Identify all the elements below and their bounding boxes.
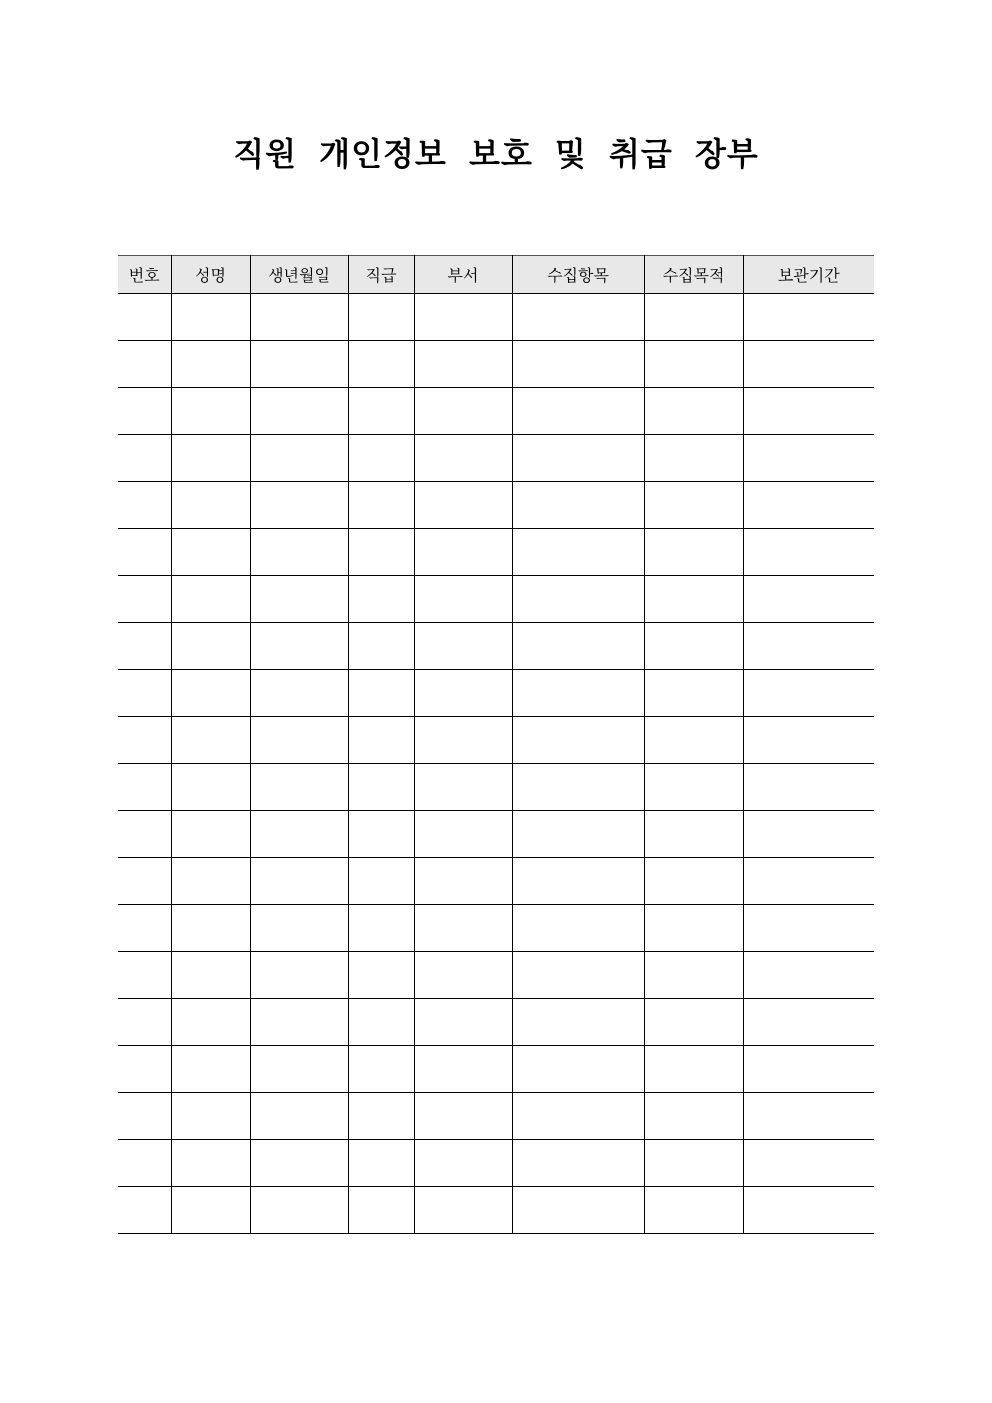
table-row (118, 435, 874, 482)
table-cell-position[interactable] (348, 576, 414, 623)
table-cell-collected-items[interactable] (512, 294, 644, 341)
table-cell-number[interactable] (118, 576, 171, 623)
table-cell-name[interactable] (171, 529, 250, 576)
column-header-name: 성명 (171, 256, 250, 294)
column-header-collected-items: 수집항목 (512, 256, 644, 294)
table-cell-collection-purpose[interactable] (644, 670, 743, 717)
table-cell-birthdate[interactable] (250, 388, 348, 435)
table-cell-collected-items[interactable] (512, 482, 644, 529)
table-cell-collected-items[interactable] (512, 905, 644, 952)
table-cell-collected-items[interactable] (512, 670, 644, 717)
table-cell-collected-items[interactable] (512, 388, 644, 435)
table-cell-name[interactable] (171, 952, 250, 999)
table-cell-number[interactable] (118, 482, 171, 529)
column-header-number: 번호 (118, 256, 171, 294)
table-cell-department[interactable] (414, 858, 512, 905)
table-cell-position[interactable] (348, 1187, 414, 1234)
personal-info-ledger-table (118, 255, 874, 1234)
table-header-row (118, 256, 874, 294)
table-cell-position[interactable] (348, 764, 414, 811)
table-cell-number[interactable] (118, 811, 171, 858)
table-row (118, 717, 874, 764)
table-cell-number[interactable] (118, 623, 171, 670)
table-cell-position[interactable] (348, 529, 414, 576)
table-cell-position[interactable] (348, 435, 414, 482)
table-cell-position[interactable] (348, 952, 414, 999)
table-cell-department[interactable] (414, 670, 512, 717)
table-cell-position[interactable] (348, 1046, 414, 1093)
table-cell-retention-period[interactable] (743, 294, 874, 341)
table-cell-collection-purpose[interactable] (644, 905, 743, 952)
table-cell-department[interactable] (414, 999, 512, 1046)
table-cell-department[interactable] (414, 1140, 512, 1187)
table-cell-collected-items[interactable] (512, 1187, 644, 1234)
table-cell-number[interactable] (118, 717, 171, 764)
column-header-department: 부서 (414, 256, 512, 294)
page-title: 직원 개인정보 보호 및 취급 장부 (233, 135, 759, 173)
table-cell-number[interactable] (118, 858, 171, 905)
table-cell-name[interactable] (171, 717, 250, 764)
table-cell-name[interactable] (171, 1046, 250, 1093)
table-row (118, 576, 874, 623)
column-header-retention-period: 보관기간 (743, 256, 874, 294)
table-cell-retention-period[interactable] (743, 482, 874, 529)
table-cell-position[interactable] (348, 482, 414, 529)
table-cell-birthdate[interactable] (250, 811, 348, 858)
table-cell-birthdate[interactable] (250, 952, 348, 999)
table-cell-collected-items[interactable] (512, 858, 644, 905)
column-header-position: 직급 (348, 256, 414, 294)
table-cell-department[interactable] (414, 294, 512, 341)
table-cell-retention-period[interactable] (743, 623, 874, 670)
table-cell-birthdate[interactable] (250, 1093, 348, 1140)
table-cell-collected-items[interactable] (512, 623, 644, 670)
table-cell-department[interactable] (414, 1093, 512, 1140)
table-row (118, 670, 874, 717)
table-cell-name[interactable] (171, 294, 250, 341)
table-cell-name[interactable] (171, 764, 250, 811)
table-cell-retention-period[interactable] (743, 717, 874, 764)
table-cell-collection-purpose[interactable] (644, 858, 743, 905)
table-cell-collection-purpose[interactable] (644, 717, 743, 764)
table-cell-collection-purpose[interactable] (644, 1140, 743, 1187)
table-cell-collected-items[interactable] (512, 764, 644, 811)
table-cell-department[interactable] (414, 764, 512, 811)
table-cell-position[interactable] (348, 811, 414, 858)
table-cell-retention-period[interactable] (743, 1093, 874, 1140)
table-cell-number[interactable] (118, 1093, 171, 1140)
table-cell-birthdate[interactable] (250, 905, 348, 952)
table-cell-collection-purpose[interactable] (644, 952, 743, 999)
table-cell-retention-period[interactable] (743, 576, 874, 623)
table-row (118, 1187, 874, 1234)
table-cell-collection-purpose[interactable] (644, 1187, 743, 1234)
table-cell-birthdate[interactable] (250, 576, 348, 623)
table-cell-name[interactable] (171, 1187, 250, 1234)
table-cell-retention-period[interactable] (743, 529, 874, 576)
table-cell-collection-purpose[interactable] (644, 764, 743, 811)
table-cell-collection-purpose[interactable] (644, 811, 743, 858)
table-row (118, 294, 874, 341)
table-cell-birthdate[interactable] (250, 623, 348, 670)
table-cell-birthdate[interactable] (250, 341, 348, 388)
table-cell-birthdate[interactable] (250, 764, 348, 811)
table-cell-department[interactable] (414, 623, 512, 670)
table-cell-collection-purpose[interactable] (644, 294, 743, 341)
table-cell-collected-items[interactable] (512, 435, 644, 482)
table-cell-retention-period[interactable] (743, 1187, 874, 1234)
table-cell-retention-period[interactable] (743, 858, 874, 905)
table-cell-collection-purpose[interactable] (644, 388, 743, 435)
table-body (118, 294, 874, 1234)
table-cell-number[interactable] (118, 670, 171, 717)
table-cell-collection-purpose[interactable] (644, 623, 743, 670)
table-cell-number[interactable] (118, 1046, 171, 1093)
table-cell-number[interactable] (118, 764, 171, 811)
table-cell-collection-purpose[interactable] (644, 999, 743, 1046)
table-cell-position[interactable] (348, 1140, 414, 1187)
table-cell-name[interactable] (171, 811, 250, 858)
table-cell-retention-period[interactable] (743, 341, 874, 388)
table-row (118, 858, 874, 905)
table-cell-department[interactable] (414, 435, 512, 482)
table-cell-retention-period[interactable] (743, 811, 874, 858)
table-row (118, 529, 874, 576)
table-row (118, 905, 874, 952)
table-cell-department[interactable] (414, 905, 512, 952)
table-cell-collected-items[interactable] (512, 1046, 644, 1093)
table-cell-birthdate[interactable] (250, 670, 348, 717)
table-cell-number[interactable] (118, 388, 171, 435)
table-cell-number[interactable] (118, 1140, 171, 1187)
table-cell-collected-items[interactable] (512, 952, 644, 999)
table-cell-department[interactable] (414, 341, 512, 388)
table-cell-name[interactable] (171, 999, 250, 1046)
table-cell-number[interactable] (118, 905, 171, 952)
table-cell-position[interactable] (348, 341, 414, 388)
table-cell-retention-period[interactable] (743, 435, 874, 482)
table-cell-department[interactable] (414, 811, 512, 858)
table-cell-collected-items[interactable] (512, 341, 644, 388)
table-cell-retention-period[interactable] (743, 1046, 874, 1093)
table-cell-birthdate[interactable] (250, 482, 348, 529)
table-cell-collection-purpose[interactable] (644, 1046, 743, 1093)
table-row (118, 388, 874, 435)
table-cell-department[interactable] (414, 952, 512, 999)
table-row (118, 764, 874, 811)
table-cell-number[interactable] (118, 294, 171, 341)
table-cell-collected-items[interactable] (512, 717, 644, 764)
table-cell-name[interactable] (171, 1140, 250, 1187)
table-cell-name[interactable] (171, 670, 250, 717)
table-cell-number[interactable] (118, 1187, 171, 1234)
table-cell-name[interactable] (171, 1093, 250, 1140)
table-cell-department[interactable] (414, 529, 512, 576)
table-cell-department[interactable] (414, 717, 512, 764)
table-cell-retention-period[interactable] (743, 388, 874, 435)
table-cell-birthdate[interactable] (250, 717, 348, 764)
table-row (118, 341, 874, 388)
table-cell-collected-items[interactable] (512, 999, 644, 1046)
table-row (118, 623, 874, 670)
table-row (118, 1093, 874, 1140)
table-cell-collection-purpose[interactable] (644, 482, 743, 529)
table-cell-name[interactable] (171, 482, 250, 529)
column-header-birthdate: 생년월일 (250, 256, 348, 294)
table-cell-birthdate[interactable] (250, 529, 348, 576)
table-cell-name[interactable] (171, 435, 250, 482)
table-row (118, 1140, 874, 1187)
table-cell-position[interactable] (348, 999, 414, 1046)
table-cell-name[interactable] (171, 623, 250, 670)
table-cell-retention-period[interactable] (743, 1140, 874, 1187)
table-cell-position[interactable] (348, 670, 414, 717)
table-cell-department[interactable] (414, 1187, 512, 1234)
table-cell-number[interactable] (118, 341, 171, 388)
table-cell-collected-items[interactable] (512, 529, 644, 576)
table-cell-collected-items[interactable] (512, 576, 644, 623)
table-cell-number[interactable] (118, 999, 171, 1046)
table-cell-number[interactable] (118, 435, 171, 482)
table-cell-position[interactable] (348, 858, 414, 905)
table-row (118, 1046, 874, 1093)
table-cell-position[interactable] (348, 717, 414, 764)
table-row (118, 999, 874, 1046)
table-cell-position[interactable] (348, 623, 414, 670)
table-cell-name[interactable] (171, 858, 250, 905)
table-cell-birthdate[interactable] (250, 1046, 348, 1093)
table-cell-birthdate[interactable] (250, 858, 348, 905)
table-row (118, 952, 874, 999)
table-cell-retention-period[interactable] (743, 952, 874, 999)
table-cell-position[interactable] (348, 1093, 414, 1140)
table-cell-collection-purpose[interactable] (644, 529, 743, 576)
table-cell-name[interactable] (171, 905, 250, 952)
table-cell-name[interactable] (171, 388, 250, 435)
table-cell-collection-purpose[interactable] (644, 576, 743, 623)
table-cell-retention-period[interactable] (743, 905, 874, 952)
table-row (118, 811, 874, 858)
column-header-collection-purpose: 수집목적 (644, 256, 743, 294)
table-cell-retention-period[interactable] (743, 764, 874, 811)
table-row (118, 482, 874, 529)
table-cell-collection-purpose[interactable] (644, 1093, 743, 1140)
table-cell-collected-items[interactable] (512, 1140, 644, 1187)
table-cell-retention-period[interactable] (743, 670, 874, 717)
table-cell-department[interactable] (414, 388, 512, 435)
table-cell-department[interactable] (414, 576, 512, 623)
table-cell-birthdate[interactable] (250, 435, 348, 482)
table-cell-department[interactable] (414, 1046, 512, 1093)
table-cell-birthdate[interactable] (250, 294, 348, 341)
table-cell-position[interactable] (348, 905, 414, 952)
table-cell-name[interactable] (171, 576, 250, 623)
table-cell-number[interactable] (118, 952, 171, 999)
table-cell-retention-period[interactable] (743, 999, 874, 1046)
table-cell-collected-items[interactable] (512, 811, 644, 858)
table-cell-number[interactable] (118, 529, 171, 576)
table-cell-birthdate[interactable] (250, 1187, 348, 1234)
table-cell-position[interactable] (348, 388, 414, 435)
table-cell-birthdate[interactable] (250, 1140, 348, 1187)
table-cell-collection-purpose[interactable] (644, 435, 743, 482)
table-cell-department[interactable] (414, 482, 512, 529)
table-cell-collection-purpose[interactable] (644, 341, 743, 388)
table-cell-collected-items[interactable] (512, 1093, 644, 1140)
table-cell-position[interactable] (348, 294, 414, 341)
table-cell-birthdate[interactable] (250, 999, 348, 1046)
table-cell-name[interactable] (171, 341, 250, 388)
